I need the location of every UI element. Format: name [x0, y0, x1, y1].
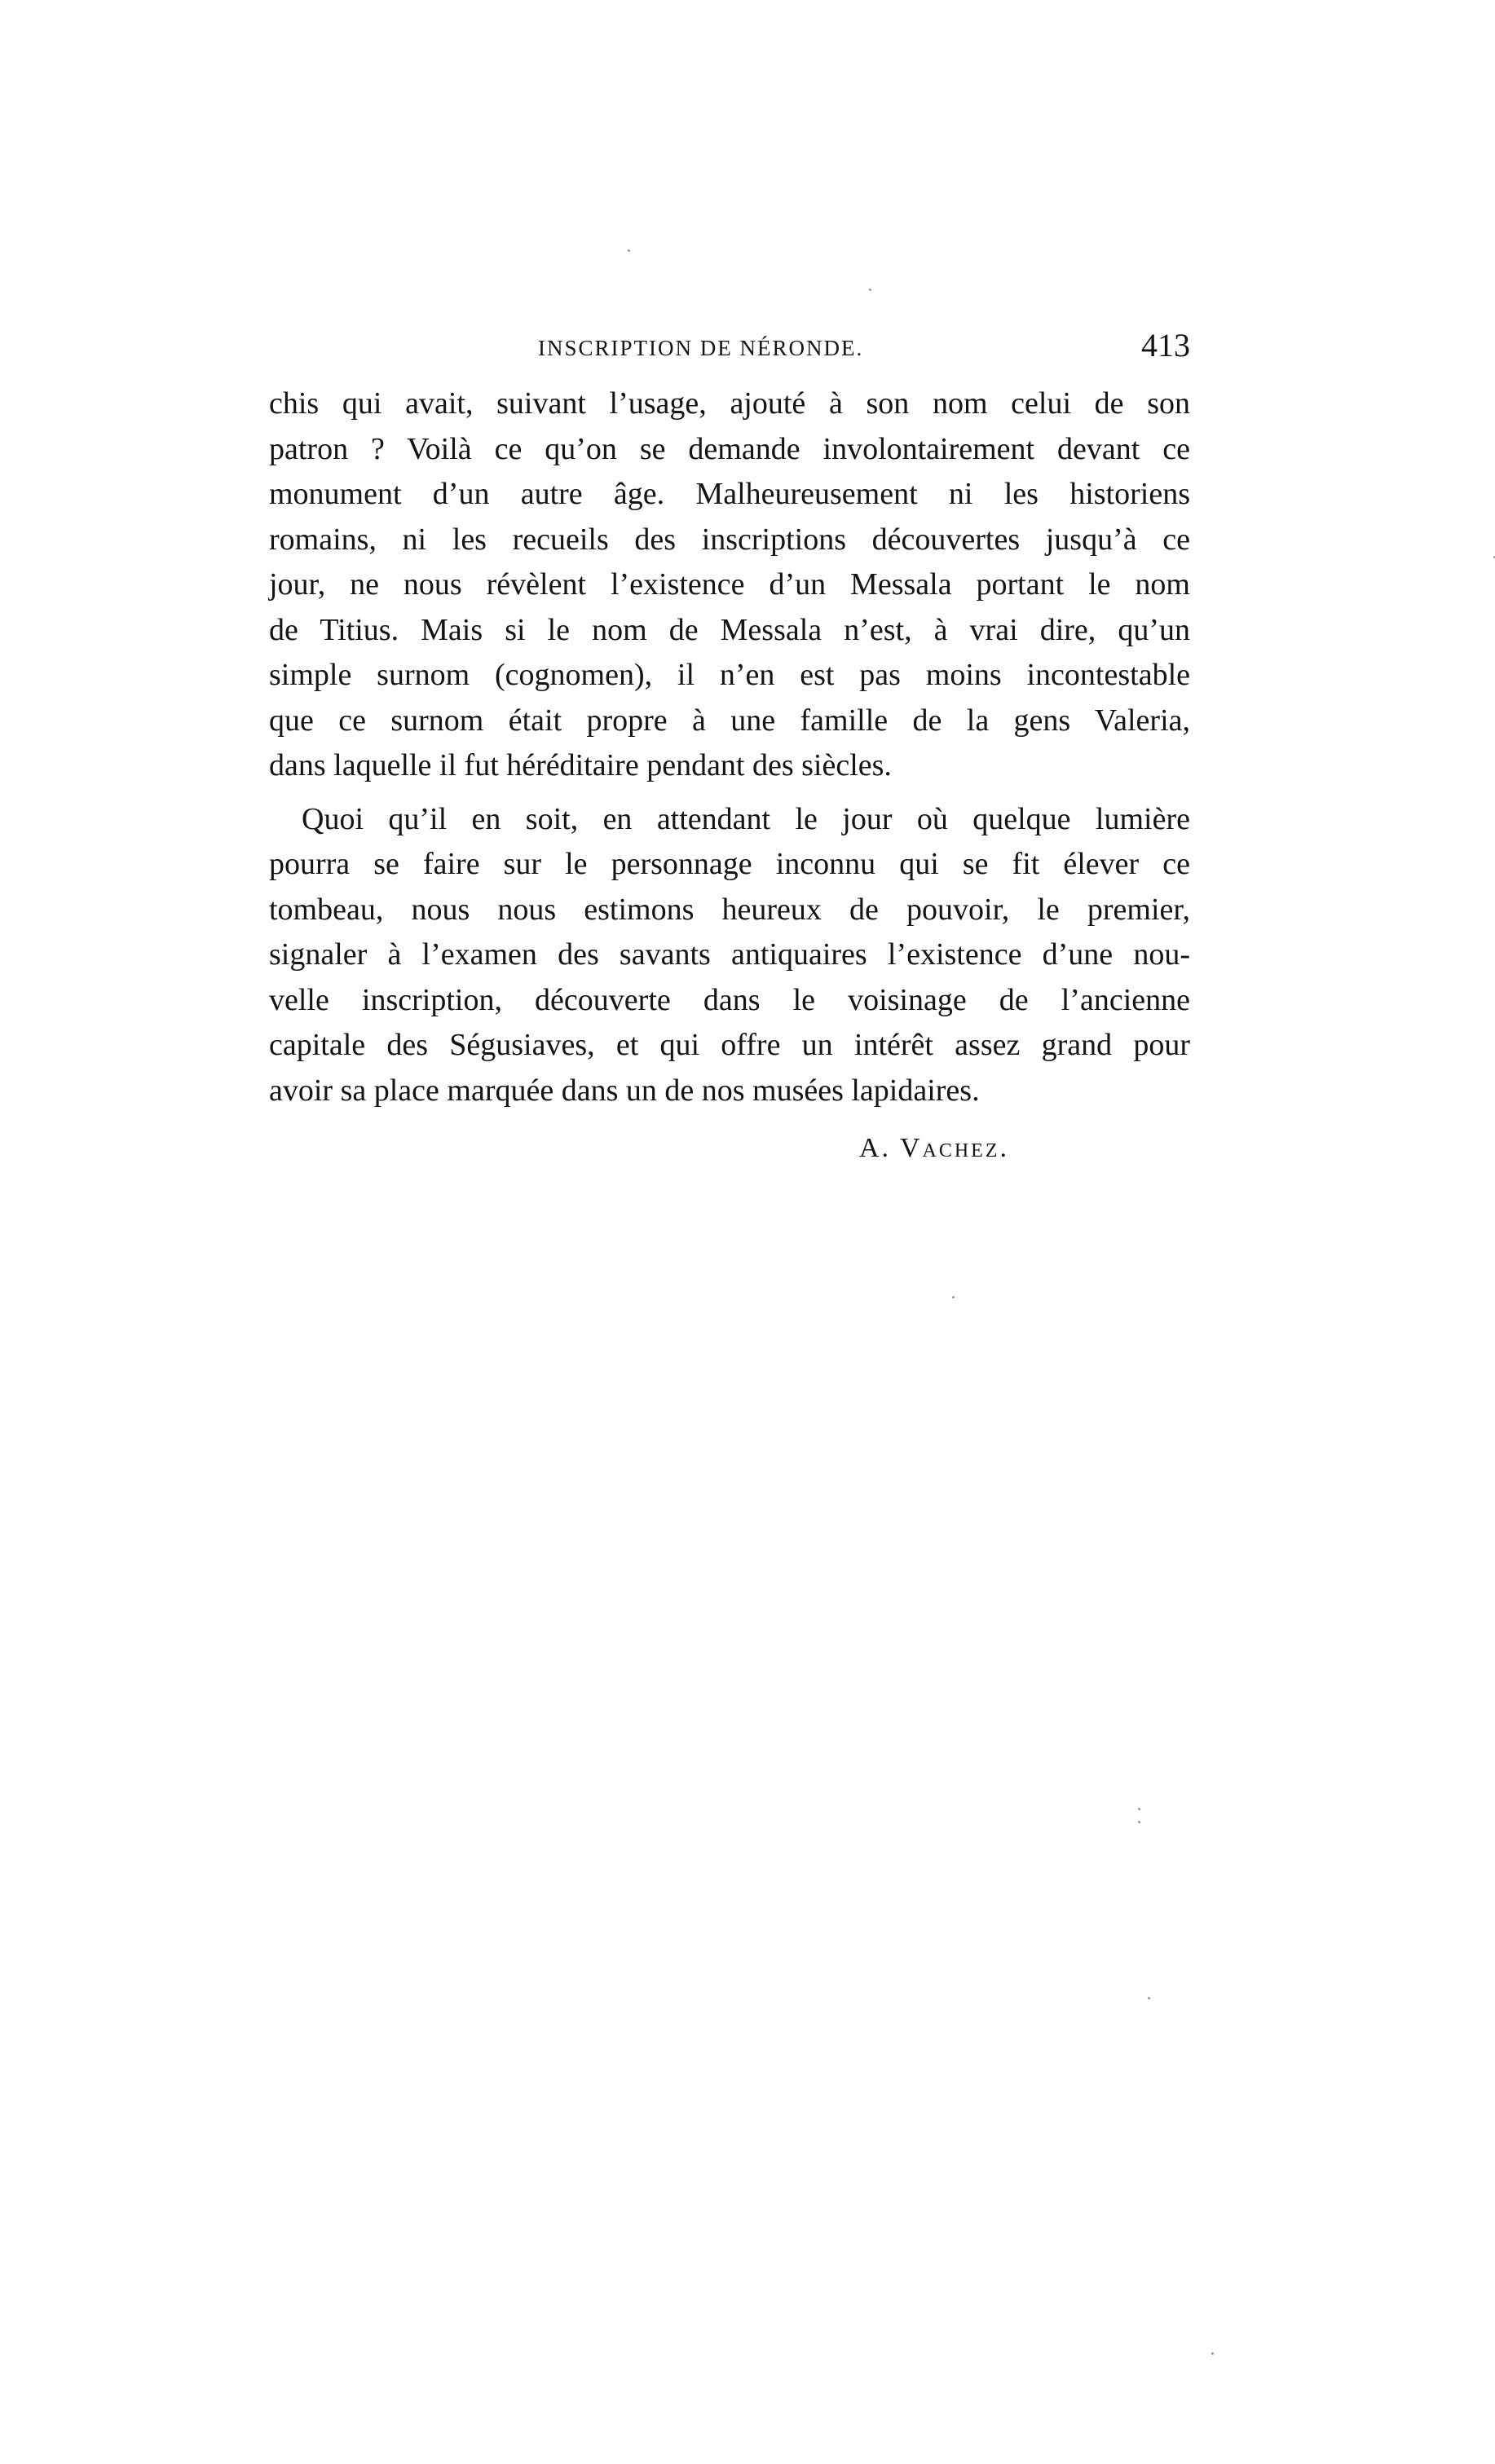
paragraph-2: [269, 797, 1190, 1114]
text-line: pourra se faire sur le personnage inconnu qui se fit élever ce: [269, 847, 1190, 881]
text-line: Quoi qu’il en soit, en attendant le jour où quelque lumière: [302, 801, 1190, 836]
text-line: de Titius. Mais si le nom de Messala n’est, à vrai dire, qu’un: [269, 612, 1190, 647]
text-line: jour, ne nous révèlent l’existence d’un Messala portant le nom: [269, 567, 1190, 602]
text-line: dans laquelle il fut héréditaire pendant des siècles.: [269, 748, 892, 782]
scan-speck: [1138, 1821, 1140, 1823]
running-head: [269, 326, 1190, 375]
text-line: patron ? Voilà ce qu’on se demande involontairement devant ce: [269, 431, 1190, 466]
text-line: romains, ni les recueils des inscriptions découvertes jusqu’à ce: [269, 522, 1190, 557]
page-number: 413: [1141, 327, 1190, 364]
running-title: INSCRIPTION DE NÉRONDE.: [538, 336, 864, 360]
scan-speck: [952, 1296, 955, 1298]
text-line: capitale des Ségusiaves, et qui offre un intérêt assez grand pour: [269, 1028, 1190, 1062]
text-line: chis qui avait, suivant l’usage, ajouté à son nom celui de son: [269, 386, 1190, 421]
text-line: simple surnom (cognomen), il n’en est pas moins incontestable: [269, 658, 1190, 692]
text-line: velle inscription, découverte dans le voisinage de l’ancienne: [269, 982, 1190, 1017]
paragraph-1: [269, 381, 1190, 789]
scan-speck: [1138, 1808, 1140, 1810]
body-text: [269, 381, 1190, 1113]
text-line: tombeau, nous nous estimons heureux de pouvoir, le premier,: [269, 892, 1190, 927]
text-line: que ce surnom était propre à une famille de la gens Valeria,: [269, 703, 1190, 738]
scan-speck: [869, 289, 871, 291]
scan-speck: [1211, 2352, 1214, 2355]
scan-speck: [1148, 1997, 1150, 1999]
text-line: avoir sa place marquée dans un de nos musées lapidaires.: [269, 1073, 980, 1108]
author-signature: A. Vachez.: [859, 1133, 1009, 1163]
text-line: signaler à l’examen des savants antiquaires l’existence d’une nou-: [269, 937, 1190, 972]
text-line: monument d’un autre âge. Malheureusement ni les historiens: [269, 477, 1190, 511]
scan-speck: [628, 249, 630, 252]
